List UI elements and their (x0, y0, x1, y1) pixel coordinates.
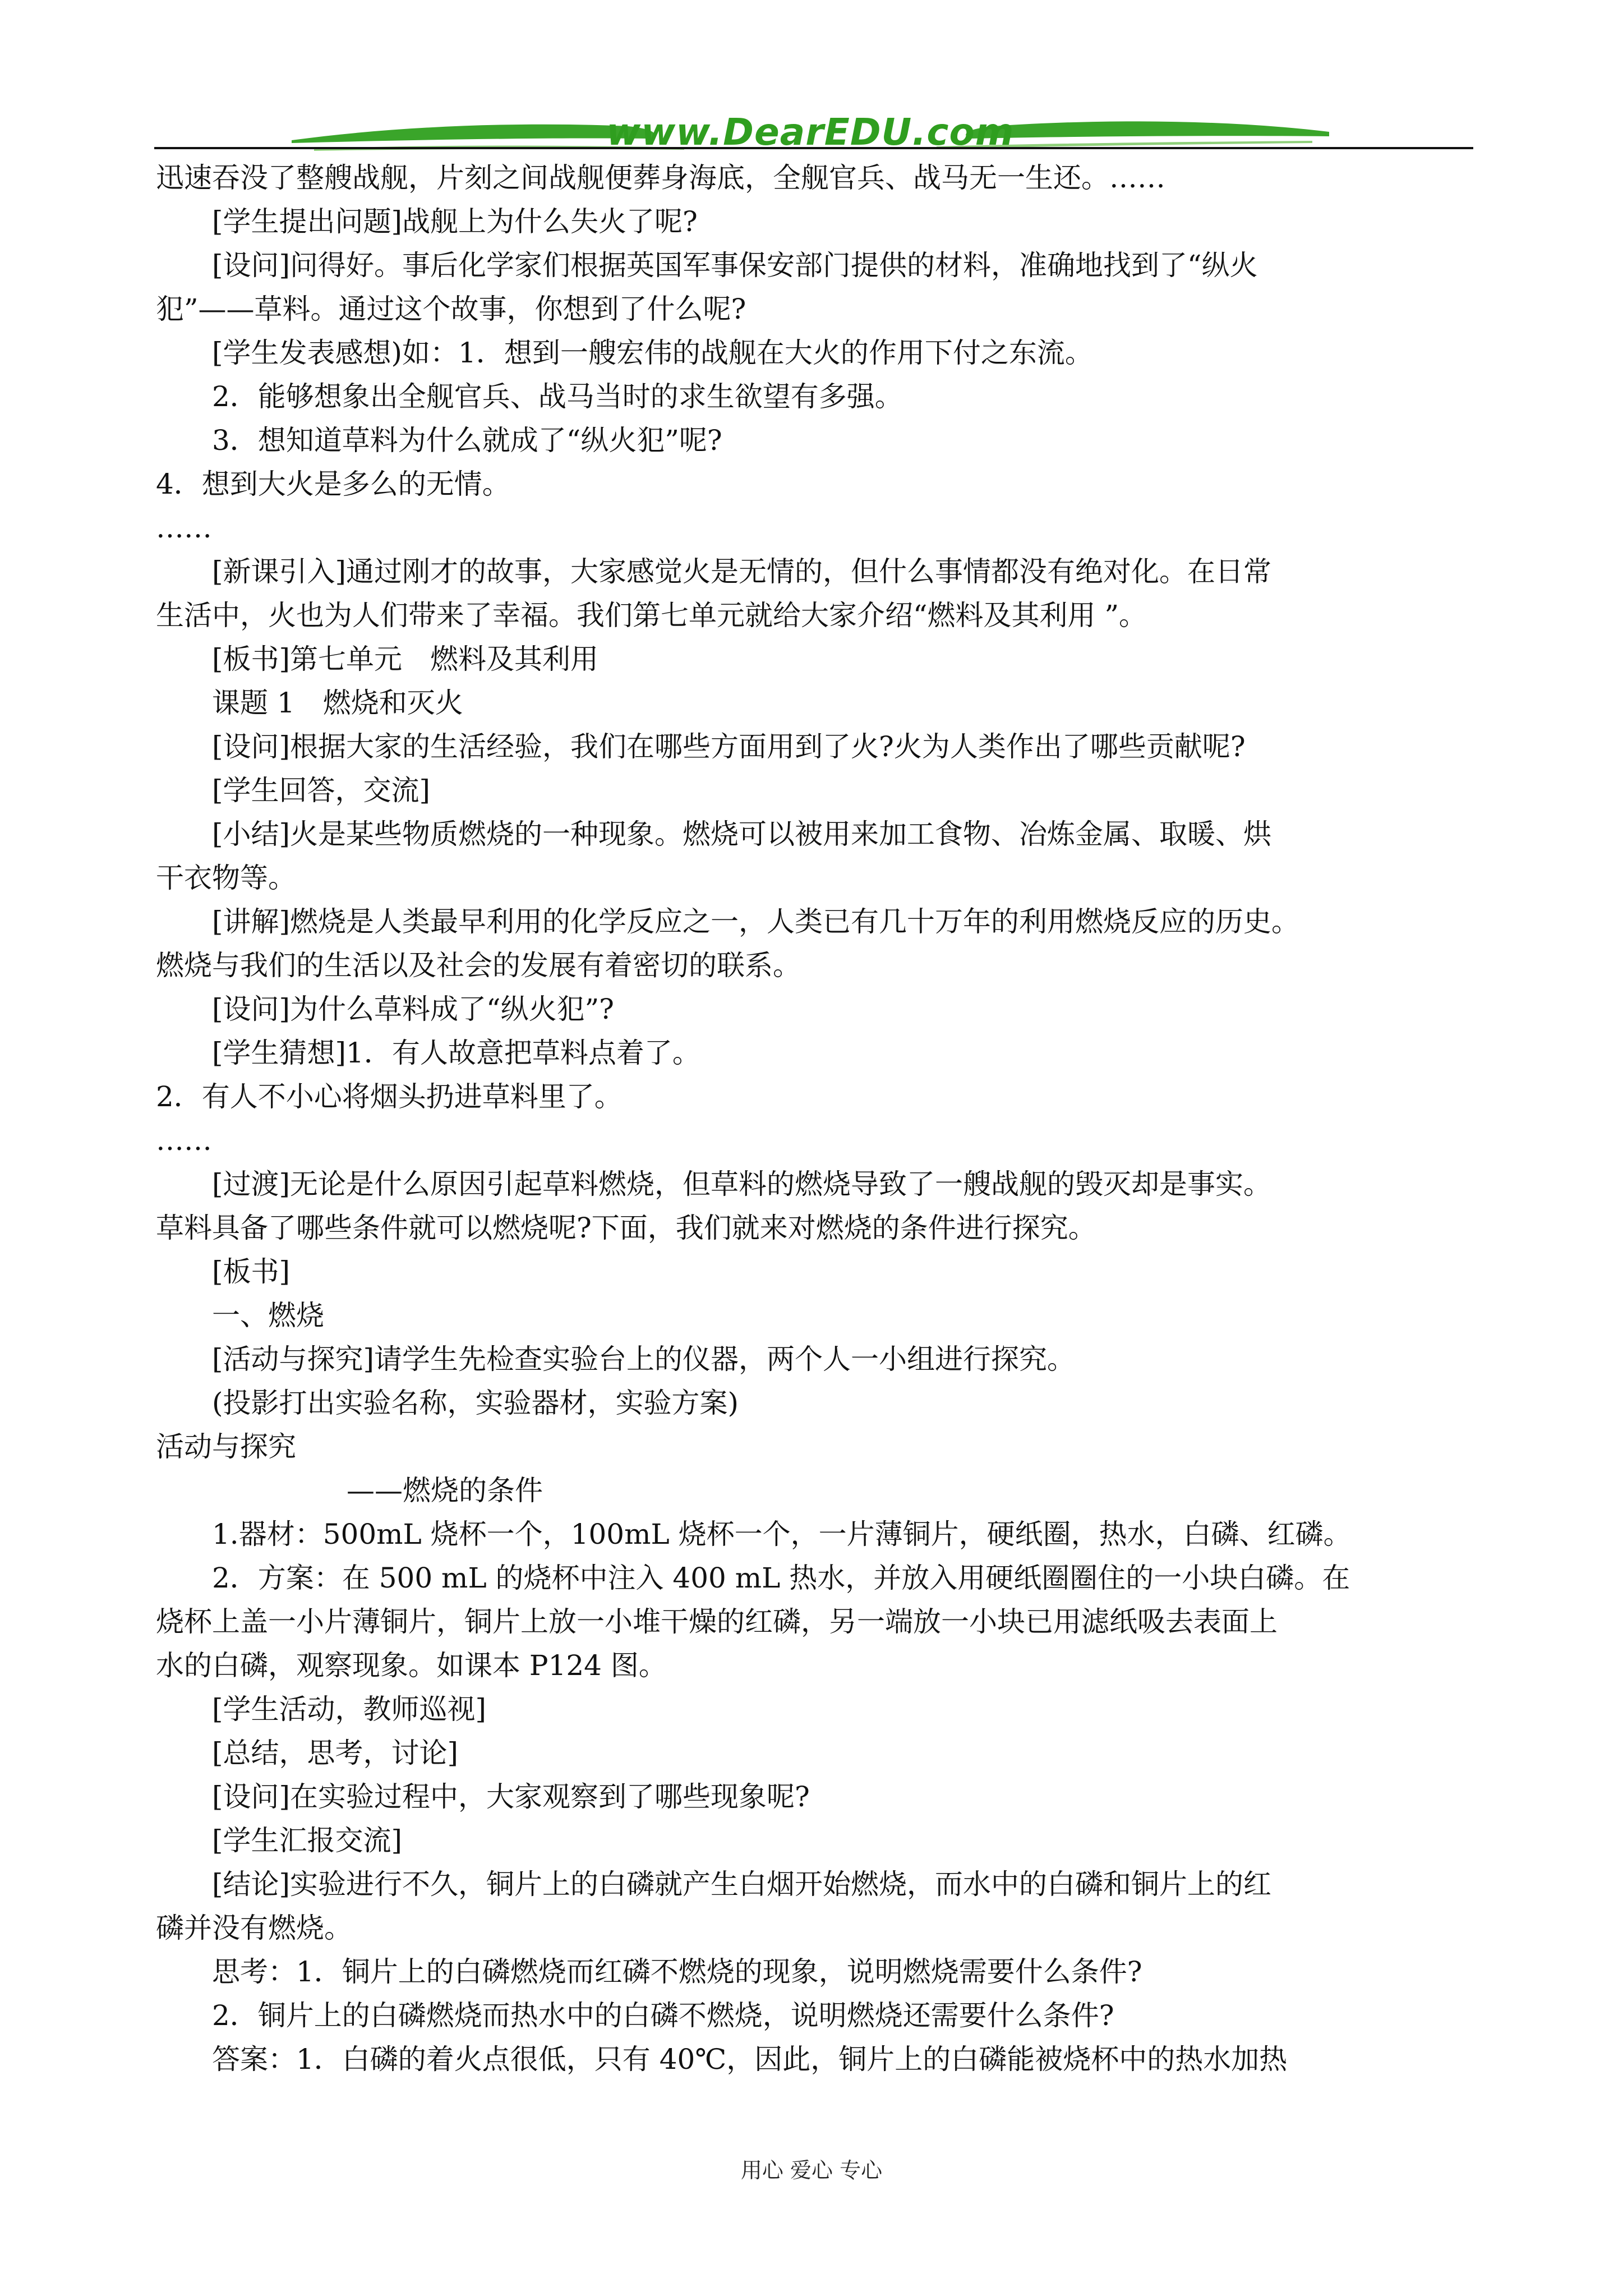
text-line: 2．能够想象出全舰官兵、战马当时的求生欲望有多强。 (212, 380, 903, 413)
text-line: [设问]为什么草料成了“纵火犯”? (212, 993, 614, 1025)
document-body (156, 156, 1474, 2081)
text-line: [讲解]燃烧是人类最早利用的化学反应之一，人类已有几十万年的利用燃烧反应的历史。 (212, 905, 1300, 938)
text-line: [学生发表感想)如：1．想到一艘宏伟的战舰在大火的作用下付之东流。 (212, 337, 1093, 369)
text-line: [学生回答，交流] (212, 774, 431, 807)
text-line: [新课引入]通过刚才的故事，大家感觉火是无情的，但什么事情都没有绝对化。在日常 (212, 555, 1272, 588)
text-line: …… (156, 512, 212, 544)
text-line: …… (156, 1124, 212, 1157)
text-line: [学生汇报交流] (212, 1824, 403, 1857)
text-line: [活动与探究]请学生先检查实验台上的仪器，两个人一小组进行探究。 (212, 1343, 1076, 1375)
text-line: 课题 1 燃烧和灭火 (212, 687, 463, 719)
text-line: [设问]问得好。事后化学家们根据英国军事保安部门提供的材料，准确地找到了“纵火 (212, 249, 1258, 282)
text-line: 干衣物等。 (156, 862, 296, 894)
text-line: 4．想到大火是多么的无情。 (156, 468, 510, 500)
text-line: [结论]实验进行不久，铜片上的白磷就产生白烟开始燃烧，而水中的白磷和铜片上的红 (212, 1868, 1272, 1901)
text-line: 活动与探究 (156, 1430, 296, 1463)
text-line: [板书] (212, 1255, 291, 1288)
text-line: [学生活动，教师巡视] (212, 1693, 487, 1726)
text-line: [过渡]无论是什么原因引起草料燃烧，但草料的燃烧导致了一艘战舰的毁灭却是事实。 (212, 1168, 1272, 1200)
text-line: 烧杯上盖一小片薄铜片，铜片上放一小堆干燥的红磷，另一端放一小块已用滤纸吸去表面上 (156, 1605, 1278, 1638)
text-line: 2．有人不小心将烟头扔进草料里了。 (156, 1080, 623, 1113)
text-line: ——燃烧的条件 (347, 1474, 543, 1507)
text-line: 磷并没有燃烧。 (156, 1912, 352, 1944)
text-line: 3．想知道草料为什么就成了“纵火犯”呢? (212, 424, 722, 457)
text-line: (投影打出实验名称，实验器材，实验方案) (212, 1387, 739, 1419)
text-line: 燃烧与我们的生活以及社会的发展有着密切的联系。 (156, 949, 801, 982)
text-line: [小结]火是某些物质燃烧的一种现象。燃烧可以被用来加工食物、冶炼金属、取暖、烘 (212, 818, 1272, 850)
text-line: 思考：1．铜片上的白磷燃烧而红磷不燃烧的现象，说明燃烧需要什么条件? (212, 1955, 1142, 1988)
text-line: 答案：1．白磷的着火点很低，只有 40℃，因此，铜片上的白磷能被烧杯中的热水加热 (212, 2043, 1288, 2076)
text-line: [总结，思考，讨论] (212, 1737, 459, 1769)
logo-text: www.DearEDU.com (606, 111, 1015, 154)
text-line: 水的白磷，观察现象。如课本 P124 图。 (156, 1649, 667, 1682)
text-line: [设问]根据大家的生活经验，我们在哪些方面用到了火?火为人类作出了哪些贡献呢? (212, 730, 1246, 763)
page-footer: 用心 爱心 专心 (740, 2158, 883, 2183)
site-logo (292, 109, 1329, 160)
header-divider (154, 147, 1473, 149)
text-line: [学生提出问题]战舰上为什么失火了呢? (212, 205, 698, 238)
text-line: [设问]在实验过程中，大家观察到了哪些现象呢? (212, 1780, 810, 1813)
text-line: 生活中，火也为人们带来了幸福。我们第七单元就给大家介绍“燃料及其利用 ”。 (156, 599, 1147, 632)
text-line: 1.器材：500mL 烧杯一个，100mL 烧杯一个，一片薄铜片，硬纸圈，热水，白磷、红磷。 (212, 1518, 1352, 1550)
text-line: 草料具备了哪些条件就可以燃烧呢?下面，我们就来对燃烧的条件进行探究。 (156, 1212, 1096, 1244)
text-line: 迅速吞没了整艘战舰，片刻之间战舰便葬身海底，全舰官兵、战马无一生还。…… (156, 162, 1165, 194)
text-line: [学生猜想]1．有人故意把草料点着了。 (212, 1037, 700, 1069)
text-line: 犯”——草料。通过这个故事，你想到了什么呢? (156, 293, 746, 325)
text-line: [板书]第七单元 燃料及其利用 (212, 643, 599, 675)
text-line: 2．方案：在 500 mL 的烧杯中注入 400 mL 热水，并放入用硬纸圈圈住的一小块白磷。在 (212, 1562, 1350, 1594)
text-line: 2．铜片上的白磷燃烧而热水中的白磷不燃烧，说明燃烧还需要什么条件? (212, 1999, 1114, 2032)
text-line: 一、燃烧 (212, 1299, 324, 1332)
